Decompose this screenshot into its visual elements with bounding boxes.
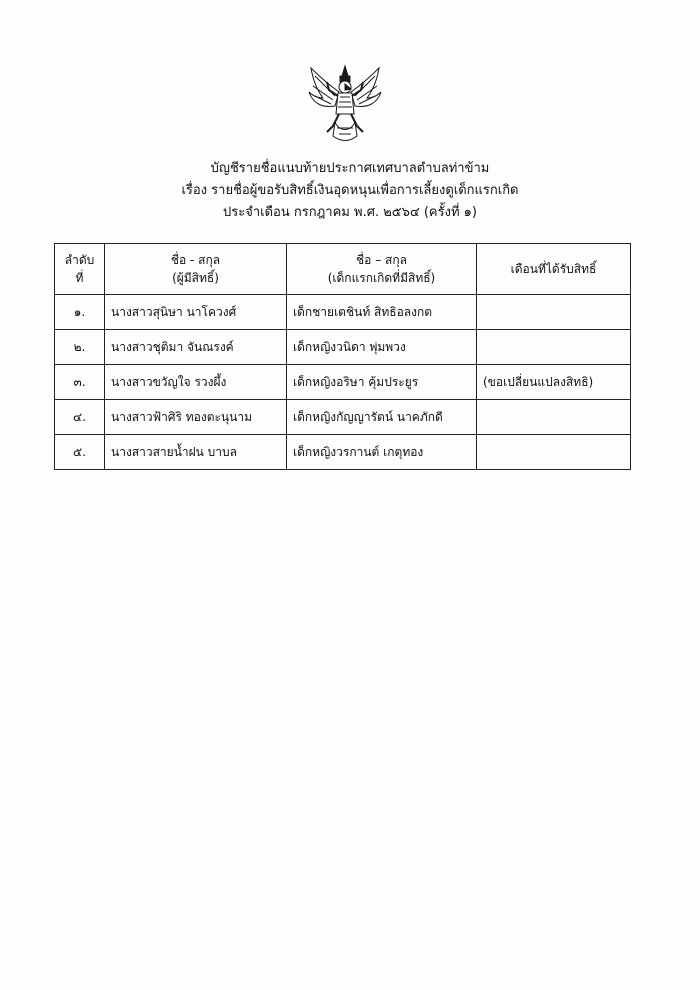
column-header-parent-line1: ชื่อ - สกุล — [170, 253, 221, 267]
row-order: ๔. — [55, 400, 105, 435]
heading-line-2: เรื่อง รายชื่อผู้ขอรับสิทธิ์เงินอุดหนุนเพื่อการเลี้ยงดูเด็กแรกเกิด — [181, 183, 519, 198]
column-header-parent-line2: (ผู้มีสิทธิ์) — [172, 271, 219, 285]
table-row — [55, 435, 631, 470]
row-month — [477, 400, 631, 435]
row-child-name: เด็กหญิงวรกานต์ เกตุทอง — [287, 435, 477, 470]
column-header-parent — [105, 244, 287, 295]
row-month — [477, 435, 631, 470]
row-parent-name: นางสาวชุติมา จันณรงค์ — [105, 330, 287, 365]
row-parent-name: นางสาวสุนิษา นาโควงศ์ — [105, 295, 287, 330]
recipient-table — [54, 243, 631, 470]
document-heading — [0, 158, 700, 224]
heading-line-1: บัญชีรายชื่อแนบท้ายประกาศเทศบาลตำบลท่าข้าม — [210, 161, 490, 176]
table-header-row — [55, 244, 631, 295]
column-header-month: เดือนที่ได้รับสิทธิ์ — [477, 244, 631, 295]
row-child-name: เด็กหญิงกัญญารัตน์ นาคภักดี — [287, 400, 477, 435]
row-parent-name: นางสาวขวัญใจ รวงผึ้ง — [105, 365, 287, 400]
row-order: ๒. — [55, 330, 105, 365]
garuda-emblem — [305, 62, 385, 144]
row-month — [477, 295, 631, 330]
row-month — [477, 330, 631, 365]
table-row — [55, 295, 631, 330]
table-row — [55, 365, 631, 400]
table-row — [55, 400, 631, 435]
row-child-name: เด็กหญิงวนิดา พุ่มพวง — [287, 330, 477, 365]
row-order: ๑. — [55, 295, 105, 330]
row-month: (ขอเปลี่ยนแปลงสิทธิ) — [477, 365, 631, 400]
row-child-name: เด็กหญิงอริษา คุ้มประยูร — [287, 365, 477, 400]
table-row — [55, 330, 631, 365]
row-child-name: เด็กชายเตชินท์ สิทธิอลงกต — [287, 295, 477, 330]
row-order: ๓. — [55, 365, 105, 400]
column-header-child — [287, 244, 477, 295]
row-order: ๕. — [55, 435, 105, 470]
column-header-order: ลำดับที่ — [55, 244, 105, 295]
column-header-child-line1: ชื่อ – สกุล — [356, 253, 407, 267]
row-parent-name: นางสาวสายน้ำฝน บาบล — [105, 435, 287, 470]
heading-line-3: ประจำเดือน กรกฎาคม พ.ศ. ๒๕๖๔ (ครั้งที่ ๑) — [223, 205, 477, 220]
column-header-child-line2: (เด็กแรกเกิดที่มีสิทธิ์) — [327, 271, 436, 285]
row-parent-name: นางสาวฟ้าศิริ ทองตะนุนาม — [105, 400, 287, 435]
